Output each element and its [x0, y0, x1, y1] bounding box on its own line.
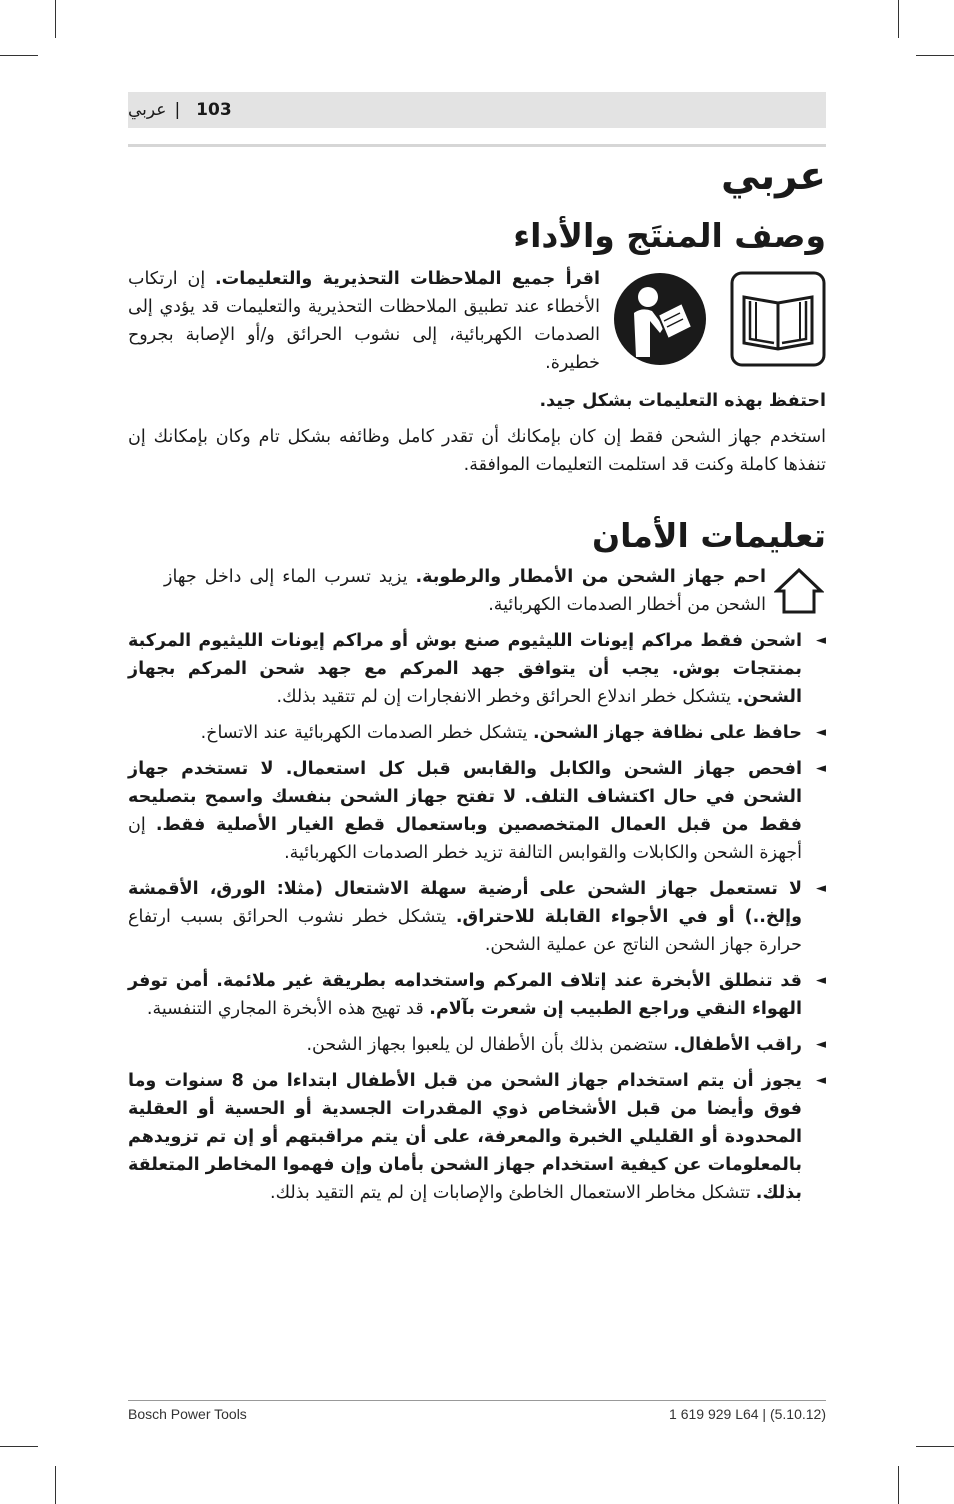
- safety-list: [128, 563, 826, 1207]
- list-item: [128, 1031, 826, 1059]
- header-separator: |: [174, 100, 181, 120]
- crop-mark: [916, 55, 954, 56]
- crop-mark: [898, 1466, 899, 1504]
- bullet-icon: ◄: [816, 881, 826, 896]
- item-text: قد تهيج هذه الأبخرة المجاري التنفسية.: [146, 999, 430, 1019]
- keep-instructions: [128, 387, 826, 415]
- header-rule: [128, 144, 826, 147]
- list-item: [128, 563, 826, 619]
- bullet-icon: ◄: [816, 973, 826, 988]
- icon-group: [612, 271, 826, 377]
- item-text: يزيد تسرب الماء إلى داخل جهاز الشحن من أخطار الصدمات الكهربائية.: [164, 567, 766, 615]
- bullet-icon: ◄: [816, 633, 826, 648]
- list-item: [128, 755, 826, 867]
- safety-item-text: [128, 627, 802, 711]
- keep-text: احتفظ بهذه التعليمات بشكل جيد.: [539, 391, 826, 411]
- list-item: [128, 1067, 826, 1207]
- intro-warning: [128, 265, 600, 377]
- safety-item-text: [128, 1067, 802, 1207]
- page-title: عربي: [720, 154, 826, 199]
- header-language: عربي: [128, 100, 167, 120]
- bullet-icon: ◄: [816, 1037, 826, 1052]
- safety-item-text: [128, 755, 802, 867]
- book-icon: [730, 271, 826, 367]
- footer-doc-number: 1 619 929 L64 | (5.10.12): [669, 1406, 826, 1422]
- intro-block: [128, 265, 826, 377]
- item-bold: افحص جهاز الشحن والكابل والقابس قبل كل استعمال. لا تستخدم جهاز الشحن في حال اكتشاف التلف. لا تفتح جهاز الشحن بنفسك واسمح بتصليحه فقط من قبل العمال المتخصصين وباستعمال قطع الغيار الأصلية فقط.: [128, 759, 802, 835]
- list-item: [128, 627, 826, 711]
- item-bold: راقب الأطفال.: [673, 1035, 802, 1055]
- safety-item-text: [128, 967, 802, 1023]
- footer-brand: Bosch Power Tools: [128, 1406, 247, 1422]
- item-text: يتشكل خطر الصدمات الكهربائية عند الاتساخ.: [200, 723, 533, 743]
- crop-mark: [0, 55, 38, 56]
- safety-item-text: [128, 875, 802, 959]
- warning-text: إن ارتكاب الأخطاء عند تطبيق الملاحظات التحذيرية والتعليمات قد يؤدي إلى الصدمات الكهربائية، إلى نشوب الحرائق و/أو الإصابة بجروح خطيرة.: [128, 269, 600, 373]
- read-manual-icon: [612, 271, 708, 367]
- bullet-icon: ◄: [816, 725, 826, 740]
- page-number: 103: [196, 100, 232, 120]
- bullet-icon: ◄: [816, 761, 826, 776]
- item-text: يتشكل خطر اندلاع الحرائق وخطر الانفجارات إن لم تتقيد بذلك.: [276, 687, 737, 707]
- item-text: ستضمن بذلك بأن الأطفال لن يلعبوا بجهاز الشحن.: [306, 1035, 674, 1055]
- warning-bold: اقرأ جميع الملاحظات التحذيرية والتعليمات.: [215, 269, 600, 289]
- item-bold: يجوز أن يتم استخدام جهاز الشحن من قبل الأطفال ابتداءا من 8 سنوات وما فوق وأيضا من قبل الأشخاص ذوي المقدرات الجسدية أو الحسية أو العقلية المحدودة أو القليلي الخبرة والمعرفة، على أن يتم مراقبتهم أو إن تم تزويدهم بالمعلومات عن كيفية استخدام جهاز الشحن بأمان وإن فهموا المخاطر المتعلقة بذلك.: [128, 1071, 802, 1203]
- item-text: يتشكل خطر نشوب الحرائق بسبب ارتفاع حرارة جهاز الشحن الناتج عن عملية الشحن.: [128, 907, 802, 955]
- safety-section-title: تعليمات الأمان: [592, 516, 826, 555]
- list-item: [128, 719, 826, 747]
- house-icon: [774, 567, 826, 619]
- crop-mark: [0, 1446, 38, 1447]
- item-bold: احم جهاز الشحن من الأمطار والرطوبة.: [415, 567, 766, 587]
- item-bold: لا تستعمل جهاز الشحن على أرضية سهلة الاشتعال (مثلا: الورق، الأقمشة وإلخ..) أو في الأجواء القابلة للاحتراق.: [128, 879, 802, 927]
- list-item: [128, 875, 826, 959]
- page-content: [128, 92, 826, 1215]
- item-bold: اشحن فقط مراكم إيونات الليثيوم صنع بوش أو مراكم إيونات الليثيوم المركبة بمنتجات بوش. يجب أن يتوافق جهد المركم مع جهد شحن المركم بجهاز الشحن.: [128, 631, 802, 707]
- item-bold: حافظ على نظافة جهاز الشحن.: [532, 723, 802, 743]
- safety-item-text: [128, 719, 802, 747]
- bullet-icon: ◄: [816, 1073, 826, 1088]
- item-bold: قد تنطلق الأبخرة عند إتلاف المركم واستخدامه بطريقة غير ملائمة. أمن توفر الهواء النقي وراجع الطبيب إن شعرت بآلام.: [128, 971, 802, 1019]
- crop-mark: [55, 0, 56, 38]
- product-section-title: وصف المنتَج والأداء: [513, 216, 826, 255]
- page-header: [128, 92, 826, 128]
- page-footer: [128, 1400, 826, 1422]
- crop-mark: [55, 1466, 56, 1504]
- usage-text: استخدم جهاز الشحن فقط إن كان بإمكانك أن تقدر كامل وظائفه بشكل تام وكان بإمكانك إن تنفذها كاملة وكنت قد استلمت التعليمات الموافقة.: [128, 427, 826, 475]
- safety-item-text: [164, 563, 766, 619]
- crop-mark: [916, 1446, 954, 1447]
- safety-item-text: [128, 1031, 802, 1059]
- crop-mark: [898, 0, 899, 38]
- item-text: تتشكل مخاطر الاستعمال الخاطئ والإصابات إن لم يتم التقيد بذلك.: [270, 1183, 756, 1203]
- item-text: إن أجهزة الشحن والكابلات والقوابس التالفة تزيد خطر الصدمات الكهربائية.: [128, 815, 802, 863]
- list-item: [128, 967, 826, 1023]
